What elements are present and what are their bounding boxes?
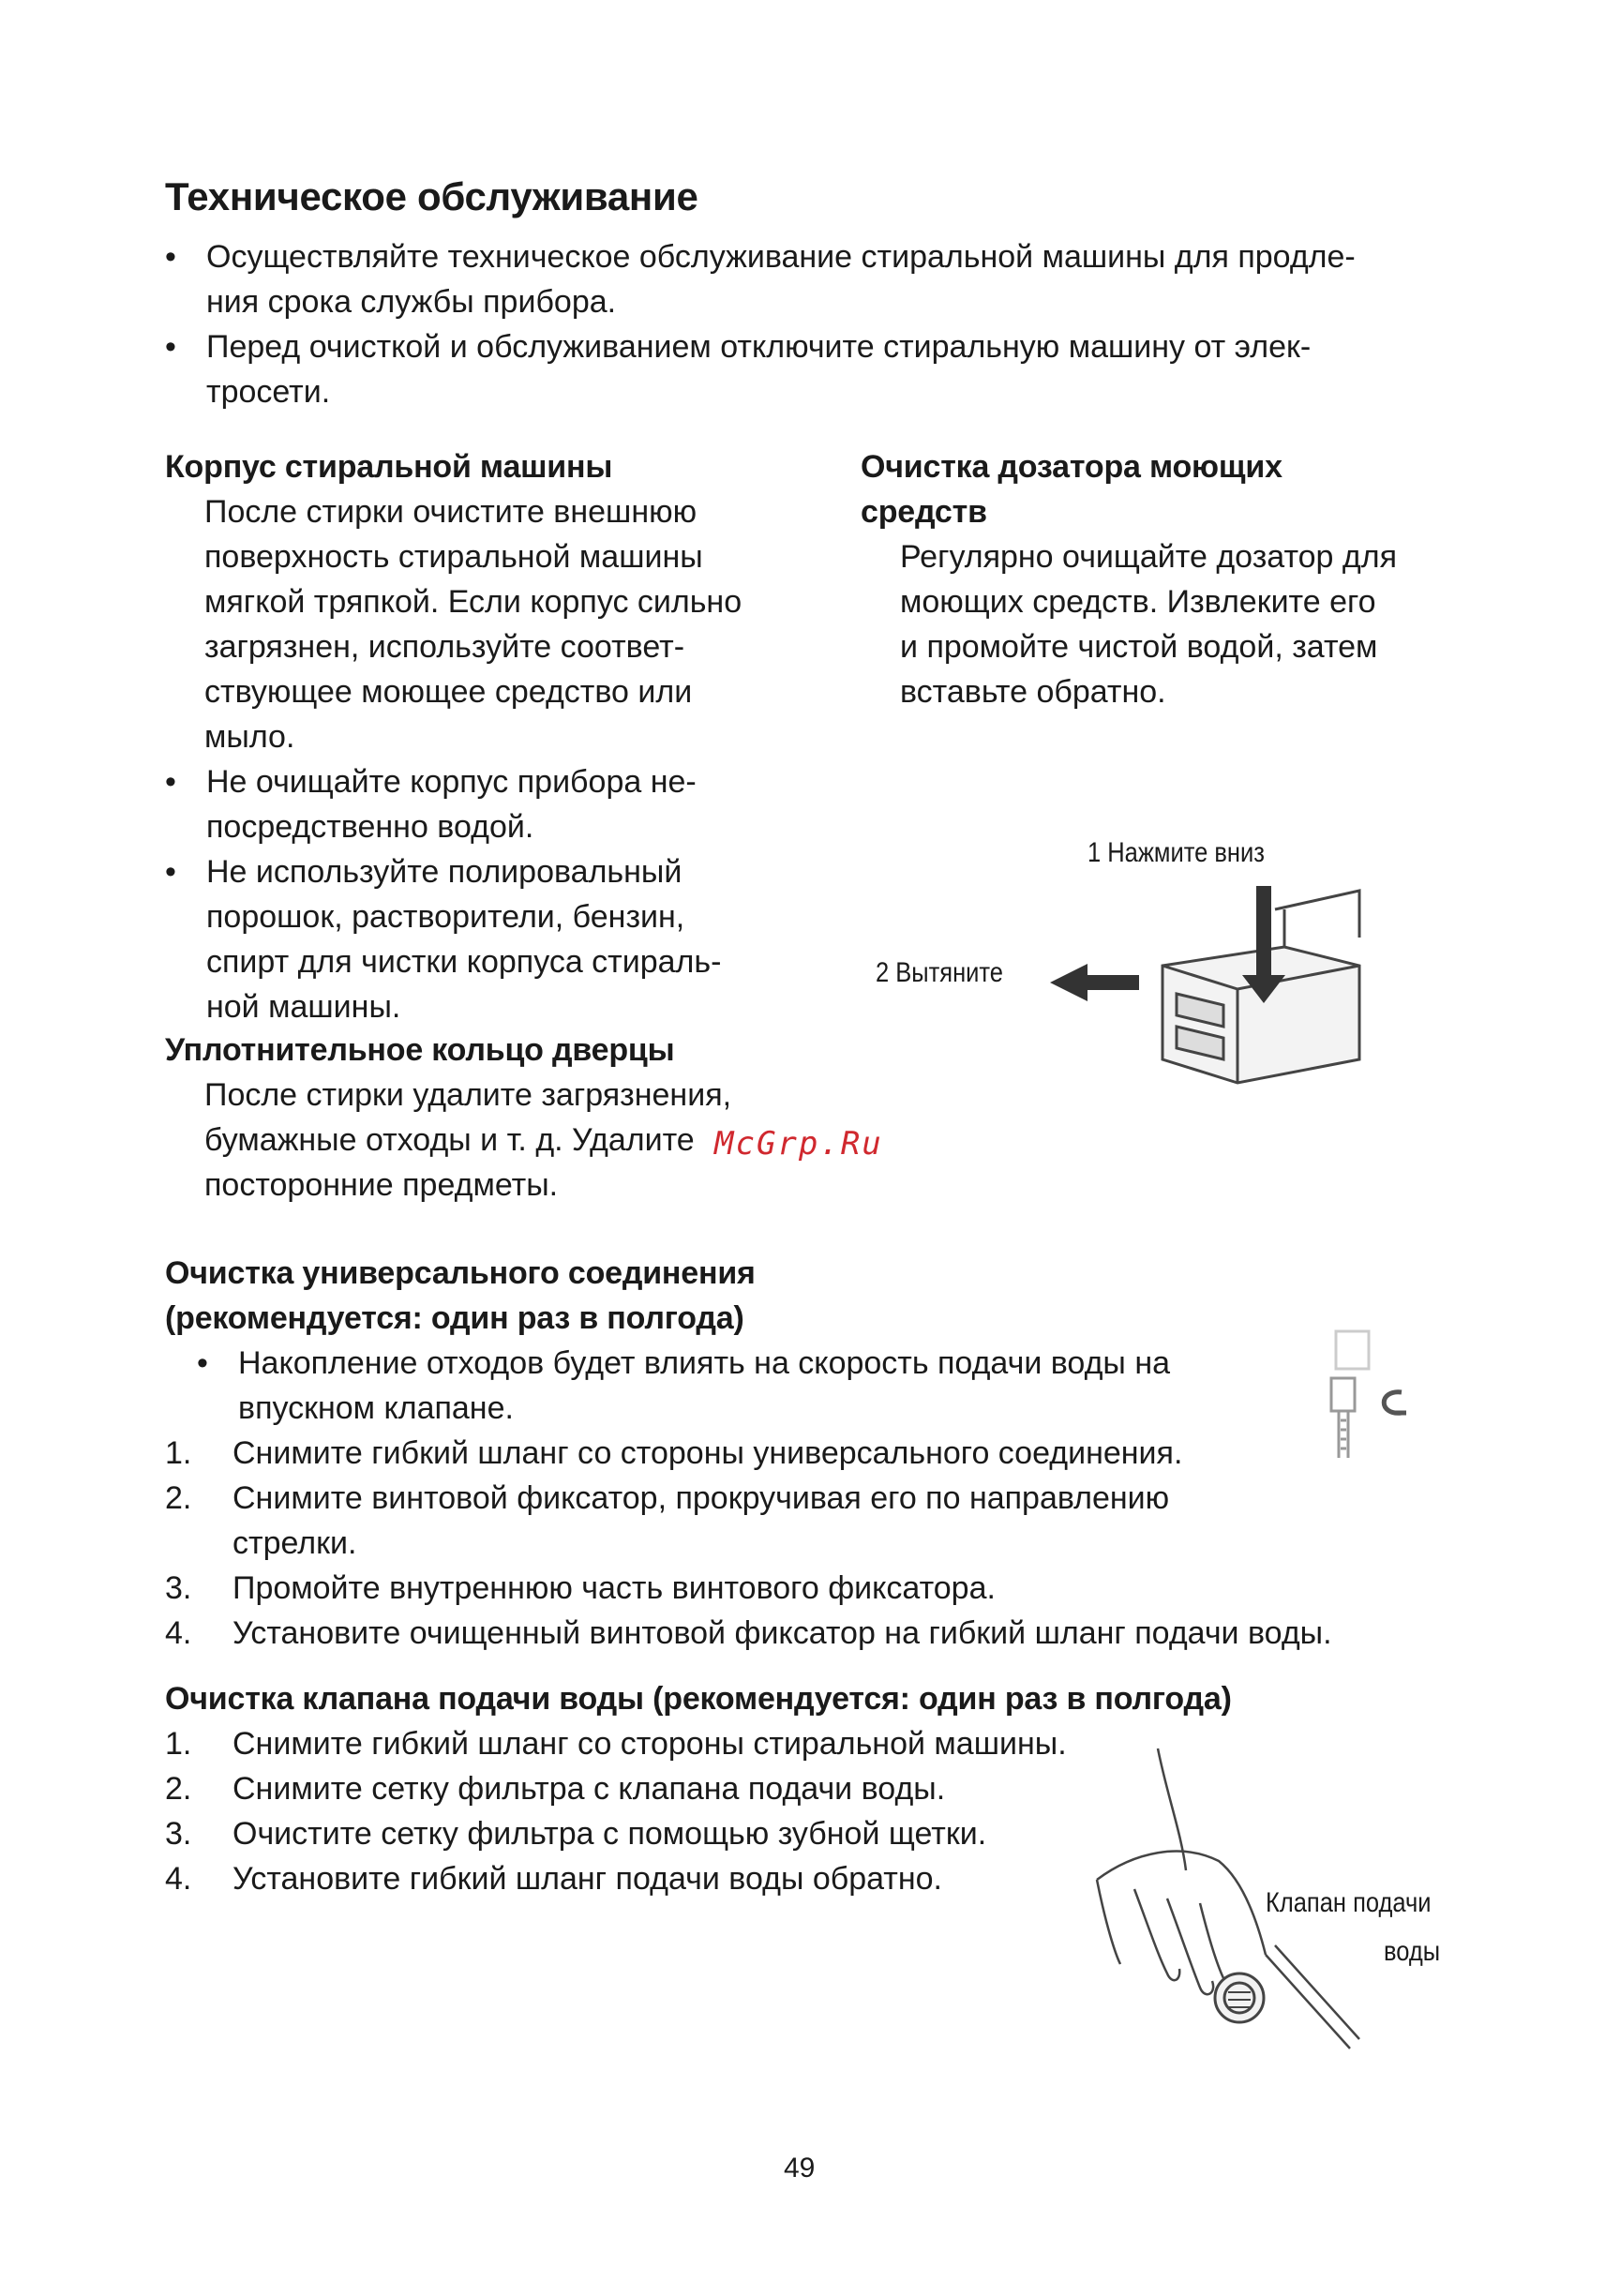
intro-bullet-1-line-1: Осуществляйте техническое обслуживание стиральной машины для продле- (206, 239, 1356, 275)
dispenser-paragraph (900, 534, 1397, 714)
body-para-line: мягкой тряпкой. Если корпус сильно (204, 584, 742, 620)
bullet-mark: • (165, 239, 176, 275)
page-title: Техническое обслуживание (165, 174, 698, 218)
bullet-mark: • (165, 764, 176, 800)
body-para-line: поверхность стиральной машины (204, 539, 703, 575)
valve-heading: Очистка клапана подачи воды (рекомендуется: один раз в полгода) (165, 1681, 1232, 1717)
watermark-text: McGrp.Ru (714, 1125, 883, 1163)
seal-paragraph (204, 1073, 731, 1208)
step-text: Снимите сетку фильтра с клапана подачи воды. (232, 1771, 946, 1807)
connector-heading-line: (рекомендуется: один раз в полгода) (165, 1300, 744, 1336)
step-text: Установите гибкий шланг подачи воды обратно. (232, 1861, 942, 1897)
connector-heading (165, 1251, 756, 1341)
body-para-line: загрязнен, используйте соответ- (204, 629, 685, 665)
dispenser-heading (861, 444, 1282, 534)
step-number: 3. (165, 1570, 192, 1606)
body-bullet-1-line: посредственно водой. (206, 809, 534, 845)
body-para-line: После стирки очистите внешнюю (204, 494, 698, 530)
step-text: Очистите сетку фильтра с помощью зубной щетки. (232, 1816, 987, 1852)
body-paragraph (204, 489, 742, 759)
dispenser-para-line: и промойте чистой водой, затем (900, 629, 1378, 665)
body-bullet-2-line: Не используйте полировальный (206, 854, 682, 890)
caption-press-down: 1 Нажмите вниз (1088, 837, 1265, 868)
step-text: стрелки. (232, 1525, 357, 1561)
seal-para-line: бумажные отходы и т. д. Удалите (204, 1122, 695, 1158)
page-number: 49 (784, 2153, 816, 2183)
body-bullet-2-line: порошок, растворители, бензин, (206, 899, 685, 935)
dispenser-para-line: Регулярно очищайте дозатор для (900, 539, 1397, 575)
intro-bullet-1-line-2: ния срока службы прибора. (206, 284, 617, 320)
step-number: 2. (165, 1480, 192, 1516)
seal-heading: Уплотнительное кольцо дверцы (165, 1032, 675, 1068)
valve-caption-line-2: воды (1384, 1936, 1441, 1967)
connector-heading-line: Очистка универсального соединения (165, 1255, 756, 1291)
step-text: Снимите гибкий шланг со стороны универсального соединения. (232, 1435, 1183, 1471)
caption-pull-out: 2 Вытяните (876, 957, 1003, 988)
body-heading: Корпус стиральной машины (165, 449, 613, 485)
connector-bullet-line: Накопление отходов будет влиять на скорость подачи воды на (238, 1345, 1171, 1381)
body-bullet-1-line: Не очищайте корпус прибора не- (206, 764, 697, 800)
step-text: Промойте внутреннюю часть винтового фиксатора. (232, 1570, 996, 1606)
dispenser-para-line: моющих средств. Извлеките его (900, 584, 1376, 620)
bullet-mark: • (165, 854, 176, 890)
step-number: 4. (165, 1861, 192, 1897)
step-number: 1. (165, 1435, 192, 1471)
bullet-mark: • (197, 1345, 208, 1381)
connector-bullet-line: впускном клапане. (238, 1390, 514, 1426)
dispenser-heading-line: средств (861, 494, 987, 530)
intro-bullet-2-line-2: тросети. (206, 374, 331, 410)
dispenser-heading-line: Очистка дозатора моющих (861, 449, 1282, 485)
step-text: Снимите гибкий шланг со стороны стиральной машины. (232, 1726, 1067, 1762)
step-text: Снимите винтовой фиксатор, прокручивая его по направлению (232, 1480, 1170, 1516)
dispenser-drawer-illustration (1050, 872, 1369, 1106)
intro-bullet-2-line-1: Перед очисткой и обслуживанием отключите стиральную машину от элек- (206, 329, 1312, 365)
body-para-line: ствующее моющее средство или (204, 674, 693, 710)
step-number: 3. (165, 1816, 192, 1852)
step-number: 2. (165, 1771, 192, 1807)
body-bullet-2-line: ной машины. (206, 989, 401, 1025)
seal-para-line: посторонние предметы. (204, 1167, 559, 1203)
step-number: 4. (165, 1615, 192, 1651)
seal-para-line: После стирки удалите загрязнения, (204, 1077, 732, 1113)
step-text: Установите очищенный винтовой фиксатор на гибкий шланг подачи воды. (232, 1615, 1332, 1651)
universal-connector-illustration (1312, 1322, 1425, 1481)
dispenser-para-line: вставьте обратно. (900, 674, 1166, 710)
step-number: 1. (165, 1726, 192, 1762)
body-para-line: мыло. (204, 719, 295, 755)
body-bullet-2-line: спирт для чистки корпуса стираль- (206, 944, 722, 980)
bullet-mark: • (165, 329, 176, 365)
valve-caption-line-1: Клапан подачи (1266, 1887, 1432, 1918)
